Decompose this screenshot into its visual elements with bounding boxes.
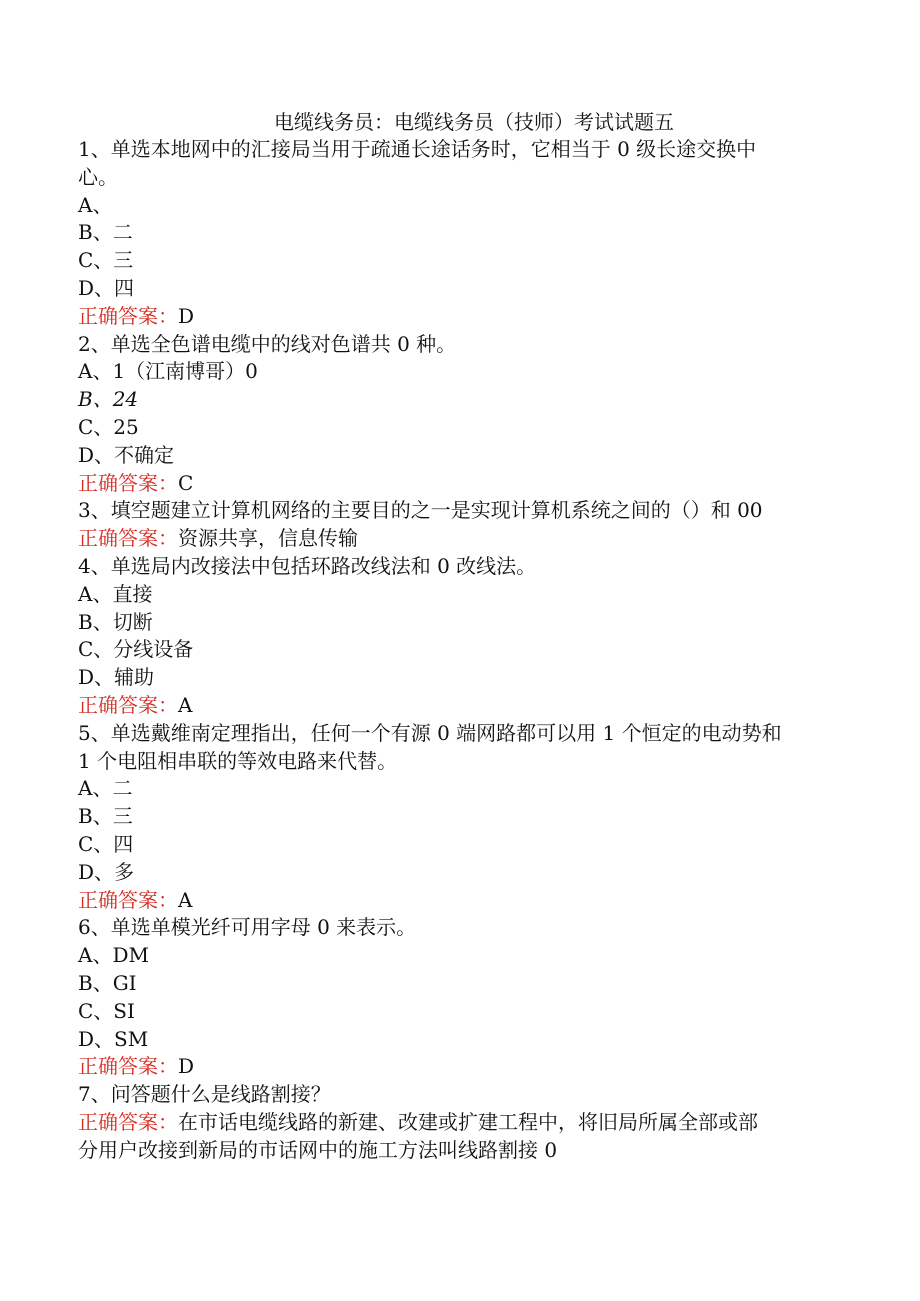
question-5-stem-line-2: 1 个电阻相串联的等效电路来代替。 xyxy=(78,748,398,773)
question-2-option-d: D、不确定 xyxy=(78,442,175,467)
question-4-option-c: C、分线设备 xyxy=(78,637,194,662)
answer-value: D xyxy=(178,1054,195,1079)
question-2 xyxy=(78,331,830,498)
question-1-stem-line-2: 心。 xyxy=(78,164,118,189)
answer-value: A xyxy=(178,887,193,912)
question-3-answer xyxy=(78,525,830,553)
question-5-option-c: C、四 xyxy=(78,831,134,856)
question-5-stem-line-1: 5、单选戴维南定理指出，任何一个有源 0 端网路都可以用 1 个恒定的电动势和 xyxy=(78,720,782,745)
question-1 xyxy=(78,136,830,331)
answer-label: 正确答案： xyxy=(78,526,178,551)
answer-value: A xyxy=(178,692,193,717)
question-3-stem-line-1: 3、填空题建立计算机网络的主要目的之一是实现计算机系统之间的（）和 00 xyxy=(78,498,763,523)
question-5-answer xyxy=(78,887,830,915)
question-4-option-a: A、直接 xyxy=(78,581,153,606)
question-2-option-a: A、1（江南博哥）0 xyxy=(78,359,258,384)
question-4-stem-line-1: 4、单选局内改接法中包括环路改线法和 0 改线法。 xyxy=(78,553,537,578)
question-7-answer-continued: 分用户改接到新局的市话网中的施工方法叫线路割接 0 xyxy=(78,1137,558,1162)
answer-label: 正确答案： xyxy=(78,887,178,912)
question-6-option-c: C、SI xyxy=(78,998,135,1023)
answer-label: 正确答案： xyxy=(78,1054,178,1079)
question-4-option-b: B、切断 xyxy=(78,609,153,634)
question-2-option-c: C、25 xyxy=(78,414,139,439)
answer-label: 正确答案： xyxy=(78,470,178,495)
answer-label: 正确答案： xyxy=(78,692,178,717)
question-6 xyxy=(78,914,830,1081)
question-7-answer xyxy=(78,1109,830,1137)
question-1-option-d: D、四 xyxy=(78,275,135,300)
answer-value: 在市话电缆线路的新建、改建或扩建工程中，将旧局所属全部或部 xyxy=(178,1109,758,1134)
question-6-option-b: B、GI xyxy=(78,970,137,995)
answer-value: D xyxy=(178,303,195,328)
question-1-option-b: B、二 xyxy=(78,220,133,245)
question-4-option-d: D、辅助 xyxy=(78,665,155,690)
question-6-option-d: D、SM xyxy=(78,1026,149,1051)
question-5-option-d: D、多 xyxy=(78,859,135,884)
question-4 xyxy=(78,553,830,720)
question-4-answer xyxy=(78,692,830,720)
answer-label: 正确答案： xyxy=(78,1109,178,1134)
answer-value: C xyxy=(178,470,194,495)
question-1-stem-line-1: 1、单选本地网中的汇接局当用于疏通长途话务时，它相当于 0 级长途交换中 xyxy=(78,137,757,161)
question-2-answer xyxy=(78,470,830,498)
document-title: 电缆线务员：电缆线务员（技师）考试试题五 xyxy=(274,110,674,134)
question-1-answer xyxy=(78,303,830,331)
question-1-option-c: C、三 xyxy=(78,248,134,273)
question-7 xyxy=(78,1081,830,1164)
question-3 xyxy=(78,497,830,553)
question-5-option-a: A、二 xyxy=(78,776,133,801)
question-2-option-b: B、24 xyxy=(78,387,139,412)
question-7-stem-line-1: 7、问答题什么是线路割接？ xyxy=(78,1082,331,1107)
question-2-stem-line-1: 2、单选全色谱电缆中的线对色谱共 0 种。 xyxy=(78,331,457,356)
question-5-option-b: B、三 xyxy=(78,804,133,829)
question-5 xyxy=(78,720,830,915)
answer-label: 正确答案： xyxy=(78,303,178,328)
question-6-option-a: A、DM xyxy=(78,943,149,968)
question-6-answer xyxy=(78,1053,830,1081)
answer-value: 资源共享，信息传输 xyxy=(178,526,358,551)
question-1-option-a: A、 xyxy=(78,192,113,217)
question-6-stem-line-1: 6、单选单模光纤可用字母 0 来表示。 xyxy=(78,915,417,940)
